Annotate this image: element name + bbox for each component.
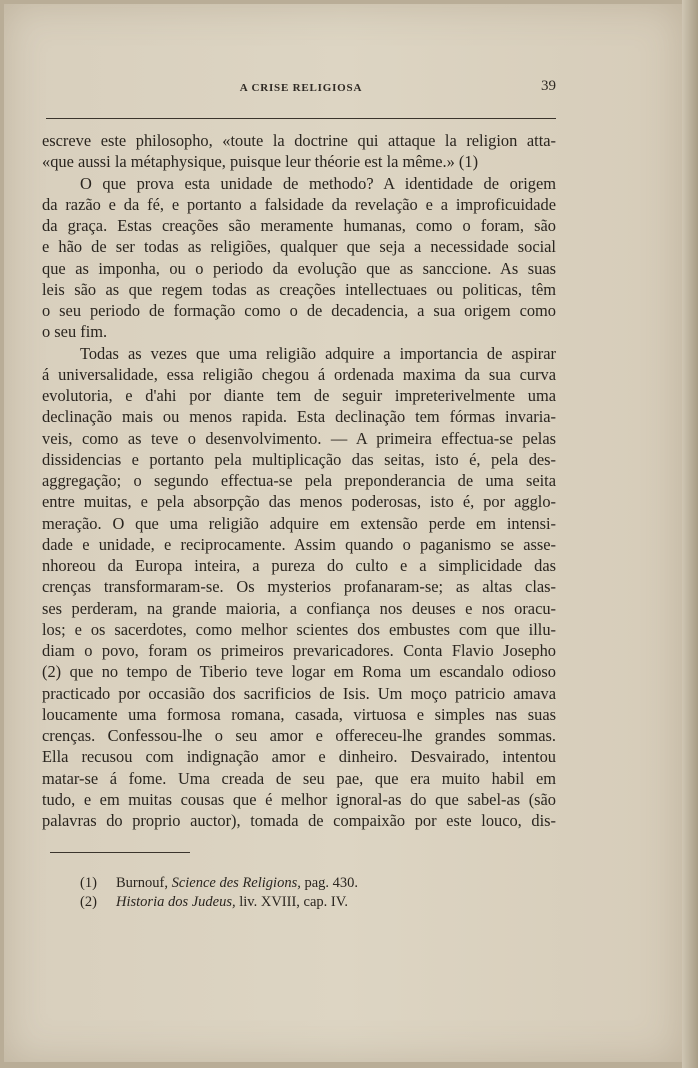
- text-line: loucamente uma formosa romana, casada, virtuosa e simples nas suas: [42, 704, 556, 724]
- text-line: O que prova esta unidade de methodo? A identidade de origem: [80, 173, 556, 193]
- header-rule: [46, 118, 556, 119]
- text-line: palavras do proprio auctor), tomada de compaixão por este louco, dis-: [42, 811, 556, 830]
- text-line: escreve este philosopho, «toute la doctrine qui attaque la religion atta-: [42, 131, 556, 150]
- text-line: meração. O que uma religião adquire em extensão perde em intensi-: [42, 513, 556, 533]
- text-line: á universalidade, essa religião chegou á ordenada maxima da sua curva: [42, 364, 556, 384]
- text-line: (2) que no tempo de Tiberio teve logar em Roma um escandalo odioso: [42, 662, 556, 682]
- text-line: declinação mais ou menos rapida. Esta declinação tem fórmas invaria-: [42, 407, 556, 427]
- footnote-reference: pag. 430.: [304, 875, 359, 891]
- text-line: evolutoria, e d'ahi por diante tem de seguir impreterivelmente uma: [42, 386, 556, 405]
- footnotes: [80, 874, 500, 912]
- footnote-title: Science des Religions,: [171, 875, 301, 891]
- text-line: o seu fim.: [42, 322, 108, 342]
- text-line: Todas as vezes que uma religião adquire a importancia de aspirar: [80, 343, 556, 363]
- text-line: crenças. Confessou-lhe o seu amor e offereceu-lhe grandes sommas.: [42, 726, 556, 745]
- text-line: nhoreou da Europa inteira, a pureza do culto e a simplicidade das: [42, 556, 556, 575]
- text-line: tudo, e em muitas cousas que é melhor ignoral-as do que sabel-as (são: [42, 789, 556, 809]
- text-line: diam o povo, foram os primeiros prevaricadores. Conta Flavio Josepho: [42, 641, 556, 660]
- book-page: [4, 4, 682, 1062]
- text-line: los; e os sacerdotes, como melhor scientes dos embustes com que illu-: [42, 619, 556, 639]
- footnote-author: Burnouf,: [116, 875, 168, 891]
- text-line: ses perderam, na grande maioria, a confiança nos deuses e nos oracu-: [42, 598, 556, 618]
- text-line: veis, como as teve o desenvolvimento. — A primeira effectua-se pelas: [42, 428, 556, 448]
- text-line: Ella recusou com indignação amor e dinheiro. Desvairado, intentou: [42, 747, 556, 767]
- footnote-rule: [50, 852, 190, 853]
- body-text: [42, 130, 556, 831]
- text-line: o seu periodo de formação como o de decadencia, a sua origem como: [42, 301, 556, 320]
- text-line: dade e unidade, e reciprocamente. Assim quando o paganismo se asse-: [42, 534, 556, 554]
- text-line: crenças transformaram-se. Os mysterios profanaram-se; as altas clas-: [42, 577, 556, 597]
- text-line: «que aussi la métaphysique, puisque leur théorie est la même.» (1): [42, 152, 479, 172]
- text-line: practicado por occasião dos sacrificios de Isis. Um moço patricio amava: [42, 683, 556, 703]
- footnote-title: Historia dos Judeus,: [116, 894, 236, 910]
- text-line: que as imponha, ou o periodo da evolução que as sanccione. As suas: [42, 258, 556, 278]
- running-head: A CRISE RELIGIOSA: [239, 82, 363, 94]
- text-line: aggregação; o segundo effectua-se pela preponderancia de uma seita: [42, 471, 556, 490]
- text-line: leis são as que regem todas as creações intellectuaes ou politicas, têm: [42, 279, 556, 299]
- text-line: entre muitas, e pela absorpção das menos poderosas, isto é, por agglo-: [42, 492, 556, 512]
- footnote-mark: (2): [80, 894, 97, 910]
- footnote-mark: (1): [80, 875, 97, 891]
- footnote: [80, 874, 500, 893]
- text-line: matar-se á fome. Uma creada de seu pae, que era muito habil em: [42, 768, 556, 788]
- footnote: [80, 893, 500, 912]
- text-line: dissidencias e portanto pela multiplicação das seitas, isto é, pela des-: [42, 449, 556, 469]
- page-edge: [682, 0, 698, 1068]
- text-line: da razão e da fé, e portanto a falsidade da revelação e a improficuidade: [42, 194, 556, 214]
- page-number: 39: [541, 78, 556, 94]
- text-line: da graça. Estas creações são meramente humanas, como o foram, são: [42, 216, 556, 235]
- footnote-reference: liv. XVIII, cap. IV.: [239, 894, 348, 910]
- text-line: e hão de ser todas as religiões, qualquer que seja a necessidade social: [42, 237, 556, 257]
